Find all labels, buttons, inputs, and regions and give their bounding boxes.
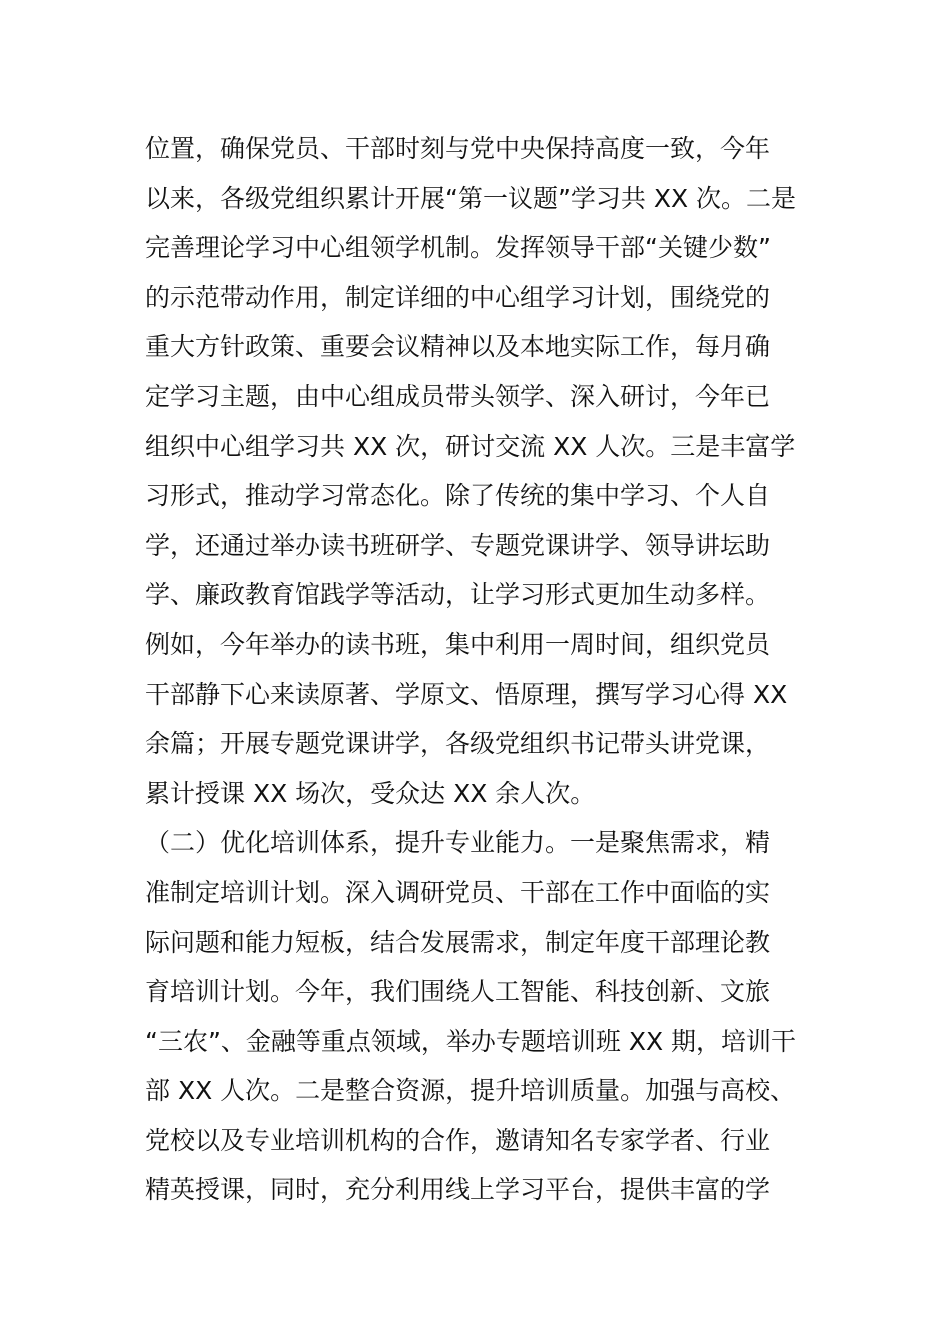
- text-line: 学、廉政教育馆践学等活动，让学习形式更加生动多样。: [145, 580, 771, 610]
- text-line: 定学习主题，由中心组成员带头领学、深入研讨，今年已: [145, 381, 771, 411]
- text-line: 重大方针政策、重要会议精神以及本地实际工作，每月确: [145, 332, 771, 362]
- text-line: 的示范带动作用，制定详细的中心组学习计划，围绕党的: [145, 282, 771, 312]
- text-line: 以来，各级党组织累计开展“第一议题”学习共 XX 次。二是: [145, 183, 797, 213]
- text-line: 部 XX 人次。二是整合资源，提升培训质量。加强与高校、: [145, 1076, 796, 1106]
- text-line: 精英授课，同时，充分利用线上学习平台，提供丰富的学: [145, 1175, 771, 1205]
- text-line: 位置，确保党员、干部时刻与党中央保持高度一致，今年: [145, 134, 771, 163]
- text-line: 累计授课 XX 场次，受众达 XX 余人次。: [145, 778, 596, 808]
- text-line: 学，还通过举办读书班研学、专题党课讲学、领导讲坛助: [145, 530, 771, 560]
- text-line: 余篇；开展专题党课讲学，各级党组织书记带头讲党课，: [145, 729, 771, 759]
- text-line: 际问题和能力短板，结合发展需求，制定年度干部理论教: [145, 927, 771, 957]
- text-line: 习形式，推动学习常态化。除了传统的集中学习、个人自: [145, 481, 771, 511]
- text-line: 党校以及专业培训机构的合作，邀请知名专家学者、行业: [145, 1125, 771, 1155]
- body-text: [145, 124, 815, 1215]
- text-line: 完善理论学习中心组领学机制。发挥领导干部“关键少数”: [145, 233, 771, 263]
- text-line: 育培训计划。今年，我们围绕人工智能、科技创新、文旅: [145, 977, 771, 1007]
- text-line: “三农”、金融等重点领域，举办专题培训班 XX 期，培训干: [145, 1026, 797, 1056]
- section-heading-line: （二）优化培训体系，提升专业能力。一是聚焦需求，精: [145, 828, 771, 858]
- text-line: 组织中心组学习共 XX 次，研讨交流 XX 人次。三是丰富学: [145, 431, 796, 461]
- text-line: 干部静下心来读原著、学原文、悟原理，撰写学习心得 XX: [145, 679, 788, 709]
- text-line: 准制定培训计划。深入调研党员、干部在工作中面临的实: [145, 877, 771, 907]
- text-line: 例如，今年举办的读书班，集中利用一周时间，组织党员: [145, 629, 771, 659]
